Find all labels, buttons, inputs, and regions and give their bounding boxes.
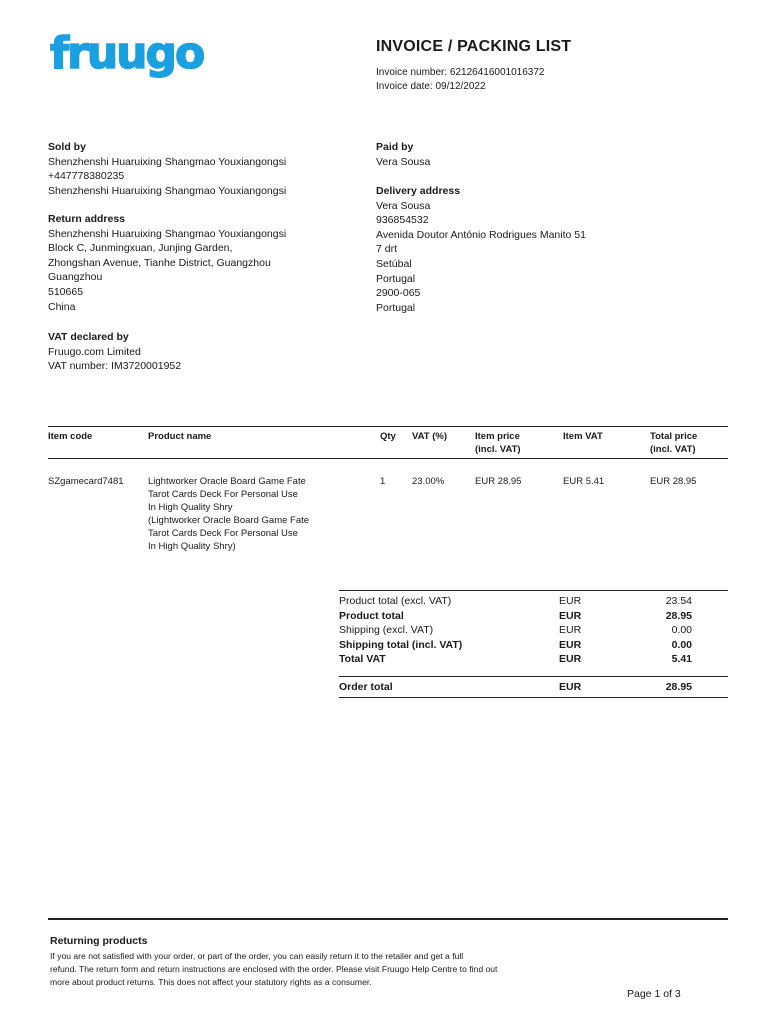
cell-vat: 23.00% — [412, 476, 445, 487]
totals-row — [339, 638, 728, 653]
order-total-amount: 28.95 — [665, 681, 692, 693]
cell-product-name — [148, 475, 338, 553]
totals-currency: EUR — [559, 609, 582, 622]
totals-currency: EUR — [559, 624, 582, 636]
col-header-total-price — [650, 430, 697, 456]
address-line: Portugal — [376, 272, 416, 285]
invoice-date: Invoice date: 09/12/2022 — [376, 81, 486, 92]
footer-text-line: more about product returns. This does not affect your statutory rights as a consumer. — [50, 977, 372, 988]
table-top-rule — [48, 426, 728, 427]
address-line: Portugal — [376, 301, 416, 314]
order-total-row — [339, 680, 728, 695]
order-total-bottom-rule — [339, 697, 728, 698]
col-header-item-price-line2: (incl. VAT) — [475, 444, 521, 455]
product-name-line: Tarot Cards Deck For Personal Use — [148, 528, 298, 539]
vat-declared-block — [48, 330, 181, 374]
cell-item-price: EUR 28.95 — [475, 476, 522, 487]
col-header-item-vat: Item VAT — [563, 431, 603, 442]
invoice-meta — [376, 66, 544, 94]
product-name-line: In High Quality Shry) — [148, 541, 236, 552]
totals-label: Product total (excl. VAT) — [339, 595, 452, 607]
sold-by-heading: Sold by — [48, 141, 86, 153]
delivery-address-block — [376, 184, 586, 315]
order-total-currency: EUR — [559, 681, 582, 693]
invoice-number: Invoice number: 62126416001016372 — [376, 67, 545, 78]
footer-text-line: If you are not satisfied with your order, or part of the order, you can easily return it to the retailer and get a full — [50, 951, 464, 961]
totals-currency: EUR — [559, 653, 582, 665]
address-line: Vera Sousa — [376, 155, 431, 168]
vat-declared-heading: VAT declared by — [48, 331, 129, 343]
address-line: VAT number: IM3720001952 — [48, 360, 182, 373]
address-line: +447778380235 — [48, 170, 125, 183]
address-line: Setúbal — [376, 257, 412, 270]
totals-currency: EUR — [559, 638, 582, 651]
address-line: Avenida Doutor António Rodrigues Manito 51 — [376, 228, 586, 241]
cell-item-code: SZgamecard7481 — [48, 476, 124, 487]
document-title: INVOICE / PACKING LIST — [376, 38, 572, 55]
return-address-block — [48, 212, 286, 314]
footer-rule — [48, 918, 728, 920]
order-total-rule — [339, 676, 728, 677]
col-header-total-price-line1: Total price — [650, 431, 698, 442]
totals-label: Product total — [339, 609, 404, 622]
paid-by-block — [376, 140, 430, 169]
footer-text-line: refund. The return form and return instructions are enclosed with the order. Please visit Fruugo Help Centre to find out — [50, 964, 498, 975]
totals-label: Total VAT — [339, 653, 386, 665]
totals-amount: 0.00 — [671, 624, 692, 636]
cell-qty: 1 — [380, 476, 386, 487]
totals-row — [339, 594, 728, 609]
totals-row — [339, 623, 728, 638]
totals-amount: 23.54 — [665, 595, 692, 607]
col-header-vat: VAT (%) — [412, 431, 448, 442]
page-number: Page 1 of 3 — [627, 988, 681, 1000]
product-name-line: Tarot Cards Deck For Personal Use — [148, 489, 298, 500]
return-address-heading: Return address — [48, 213, 126, 225]
totals-top-rule — [339, 590, 728, 591]
col-header-item-price — [475, 430, 521, 456]
sold-by-block — [48, 140, 286, 198]
col-header-total-price-line2: (incl. VAT) — [650, 444, 696, 455]
product-name-line: Lightworker Oracle Board Game Fate — [148, 476, 306, 487]
address-line: Shenzhenshi Huaruixing Shangmao Youxiangongsi — [48, 184, 287, 197]
cell-total-price: EUR 28.95 — [650, 476, 697, 487]
totals-row — [339, 609, 728, 624]
address-line: Block C, Junmingxuan, Junjing Garden, — [48, 242, 233, 255]
address-line: 2900-065 — [376, 287, 421, 300]
address-line: China — [48, 300, 76, 313]
returning-products-text — [50, 950, 590, 990]
product-name-line: (Lightworker Oracle Board Game Fate — [148, 515, 310, 526]
totals-label: Shipping total (incl. VAT) — [339, 638, 463, 651]
address-line: Shenzhenshi Huaruixing Shangmao Youxiangongsi — [48, 155, 287, 168]
address-line: Vera Sousa — [376, 199, 431, 212]
delivery-address-heading: Delivery address — [376, 185, 461, 197]
address-line: Guangzhou — [48, 271, 103, 284]
address-line: Fruugo.com Limited — [48, 345, 141, 358]
totals-amount: 0.00 — [671, 638, 692, 651]
address-line: Shenzhenshi Huaruixing Shangmao Youxiangongsi — [48, 227, 287, 240]
totals-amount: 5.41 — [671, 653, 692, 665]
address-line: 7 drt — [376, 243, 398, 256]
totals-row — [339, 652, 728, 667]
col-header-item-price-line1: Item price — [475, 431, 520, 442]
totals-amount: 28.95 — [665, 609, 692, 622]
col-header-item-code: Item code — [48, 431, 93, 442]
cell-item-vat: EUR 5.41 — [563, 476, 605, 487]
returning-products-heading: Returning products — [50, 935, 148, 947]
col-header-qty: Qty — [380, 431, 396, 442]
product-name-line: In High Quality Shry — [148, 502, 233, 513]
address-line: 936854532 — [376, 214, 429, 227]
svg-text:fruugo: fruugo — [50, 28, 204, 79]
totals-label: Shipping (excl. VAT) — [339, 624, 434, 636]
col-header-product-name: Product name — [148, 431, 212, 442]
address-line: Zhongshan Avenue, Tianhe District, Guangzhou — [48, 256, 271, 269]
fruugo-logo — [46, 20, 204, 88]
totals-currency: EUR — [559, 595, 582, 607]
order-total-label: Order total — [339, 681, 393, 693]
paid-by-heading: Paid by — [376, 141, 414, 153]
table-header-rule — [48, 458, 728, 459]
address-line: 510665 — [48, 285, 84, 298]
